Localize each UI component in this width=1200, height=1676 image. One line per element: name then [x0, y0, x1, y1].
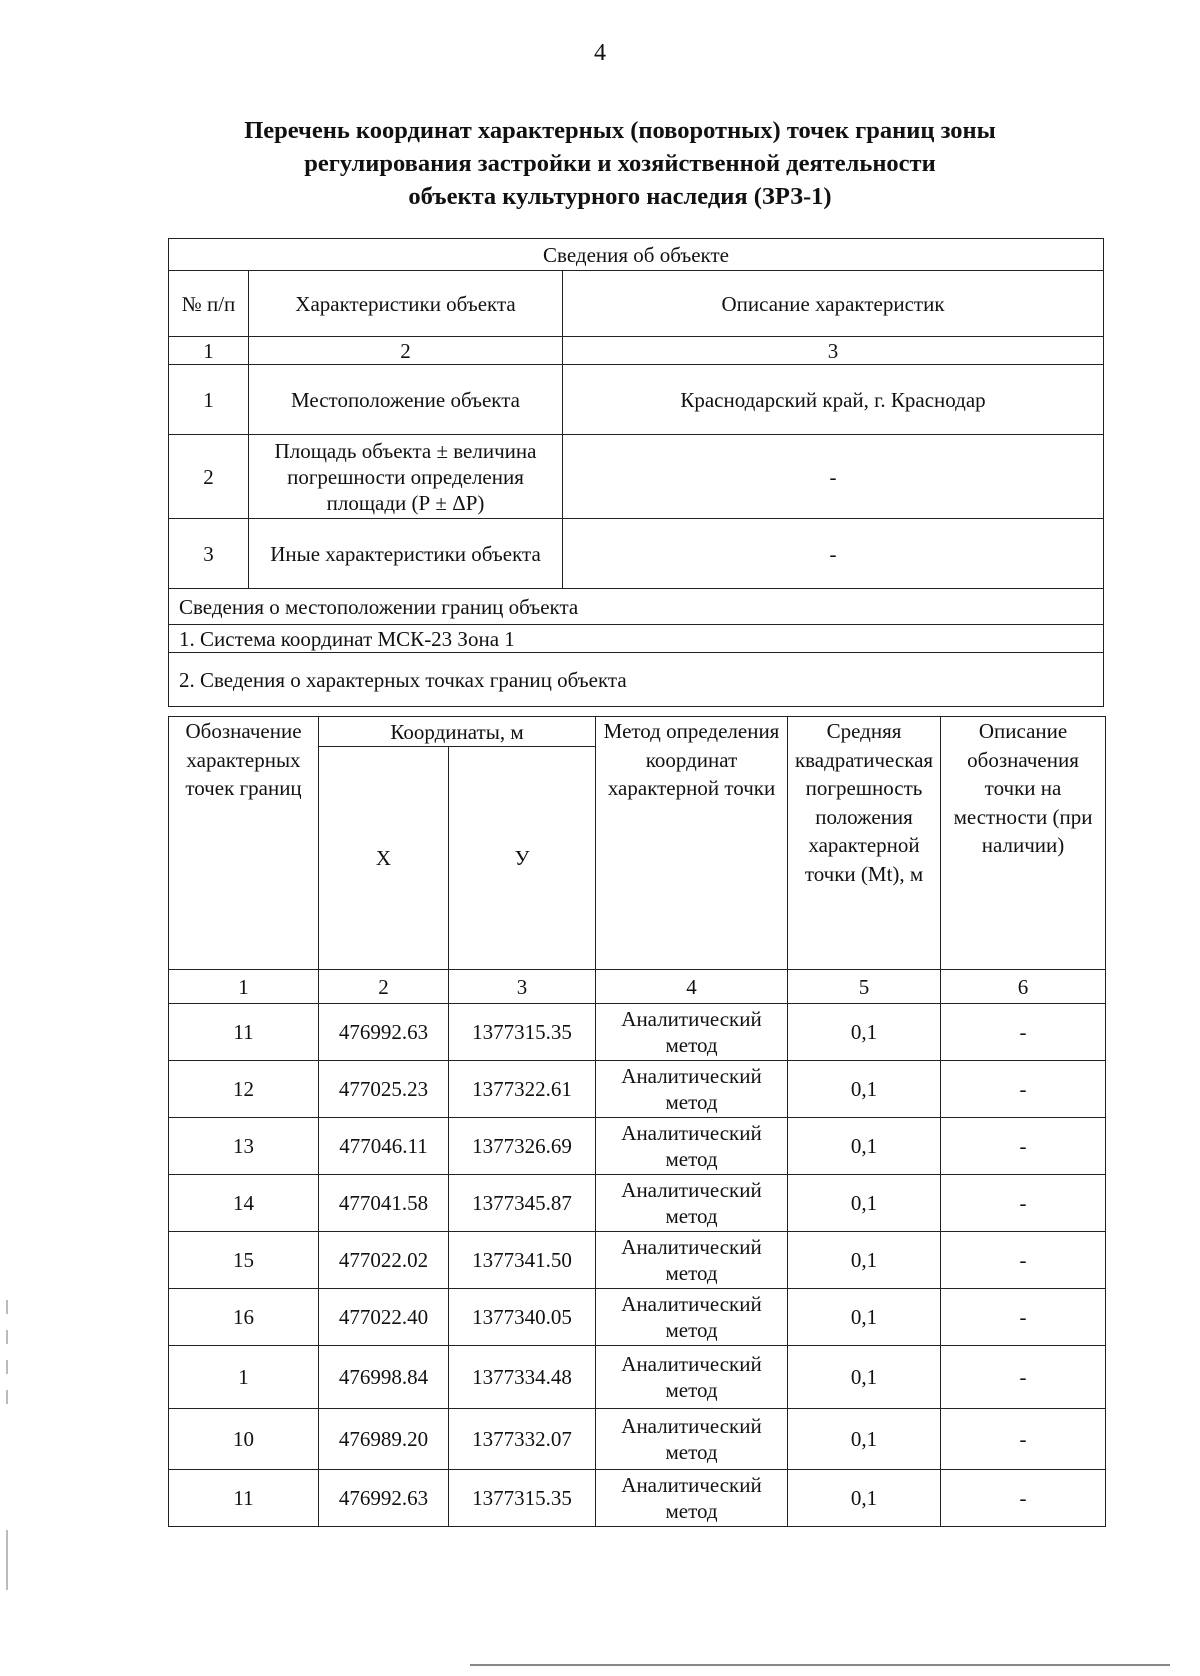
- col-number: 1: [169, 970, 319, 1004]
- row-num: 3: [169, 519, 249, 589]
- point-x: 477041.58: [319, 1175, 449, 1232]
- row-characteristic: Местоположение объекта: [249, 365, 563, 435]
- table-row: [169, 1232, 1106, 1289]
- point-method: Аналитический метод: [596, 1470, 788, 1527]
- title-line-1: Перечень координат характерных (поворотных) точек границ зоны: [244, 117, 996, 144]
- point-error: 0,1: [788, 1409, 941, 1470]
- col-number: 2: [249, 337, 563, 365]
- header-x: X: [319, 747, 449, 970]
- table-row: [169, 1289, 1106, 1346]
- col-number: 3: [449, 970, 596, 1004]
- point-id: 10: [169, 1409, 319, 1470]
- col-number: 2: [319, 970, 449, 1004]
- point-error: 0,1: [788, 1175, 941, 1232]
- point-error: 0,1: [788, 1470, 941, 1527]
- header-description: Описание обозначения точки на местности (при наличии): [941, 717, 1106, 970]
- row-num: 2: [169, 435, 249, 519]
- table-row: [169, 1470, 1106, 1527]
- col-number: 3: [563, 337, 1104, 365]
- point-method: Аналитический метод: [596, 1289, 788, 1346]
- point-description: -: [941, 1470, 1106, 1527]
- title-line-3: объекта культурного наследия (ЗРЗ-1): [408, 183, 832, 210]
- col-number: 5: [788, 970, 941, 1004]
- table-row: [169, 1175, 1106, 1232]
- point-method: Аналитический метод: [596, 1409, 788, 1470]
- point-x: 476998.84: [319, 1346, 449, 1409]
- point-y: 1377345.87: [449, 1175, 596, 1232]
- object-info-table: [168, 238, 1104, 707]
- header-designation: Обозначение характерных точек границ: [169, 717, 319, 970]
- header-y: У: [449, 747, 596, 970]
- point-id: 14: [169, 1175, 319, 1232]
- point-x: 477025.23: [319, 1061, 449, 1118]
- point-y: 1377334.48: [449, 1346, 596, 1409]
- table-row: [169, 435, 1104, 519]
- table-row: [169, 1061, 1106, 1118]
- header-coordinates: Координаты, м: [319, 717, 596, 747]
- point-error: 0,1: [788, 1232, 941, 1289]
- point-x: 477022.40: [319, 1289, 449, 1346]
- point-description: -: [941, 1004, 1106, 1061]
- object-section-header: Сведения об объекте: [169, 239, 1104, 271]
- scan-mark: [6, 1330, 8, 1344]
- col-number: 1: [169, 337, 249, 365]
- point-error: 0,1: [788, 1061, 941, 1118]
- point-x: 477022.02: [319, 1232, 449, 1289]
- row-characteristic: Иные характеристики объекта: [249, 519, 563, 589]
- point-id: 11: [169, 1004, 319, 1061]
- point-error: 0,1: [788, 1004, 941, 1061]
- point-id: 12: [169, 1061, 319, 1118]
- col-number: 6: [941, 970, 1106, 1004]
- table-row: [169, 1409, 1106, 1470]
- points-table: [168, 716, 1106, 1527]
- point-method: Аналитический метод: [596, 1346, 788, 1409]
- col-header-characteristic: Характеристики объекта: [249, 271, 563, 337]
- point-id: 11: [169, 1470, 319, 1527]
- point-y: 1377326.69: [449, 1118, 596, 1175]
- row-characteristic: Площадь объекта ± величина погрешности определения площади (Р ± ΔР): [249, 435, 563, 519]
- point-description: -: [941, 1061, 1106, 1118]
- row-num: 1: [169, 365, 249, 435]
- row-description: -: [563, 519, 1104, 589]
- point-y: 1377332.07: [449, 1409, 596, 1470]
- point-id: 1: [169, 1346, 319, 1409]
- header-method: Метод определения координат характерной точки: [596, 717, 788, 970]
- point-x: 476992.63: [319, 1004, 449, 1061]
- table-row: [169, 1118, 1106, 1175]
- point-y: 1377322.61: [449, 1061, 596, 1118]
- point-error: 0,1: [788, 1346, 941, 1409]
- table-row: [169, 1004, 1106, 1061]
- point-method: Аналитический метод: [596, 1061, 788, 1118]
- point-id: 15: [169, 1232, 319, 1289]
- point-description: -: [941, 1409, 1106, 1470]
- point-y: 1377315.35: [449, 1004, 596, 1061]
- point-id: 13: [169, 1118, 319, 1175]
- point-error: 0,1: [788, 1289, 941, 1346]
- scan-mark: [6, 1530, 8, 1590]
- col-header-description: Описание характеристик: [563, 271, 1104, 337]
- point-method: Аналитический метод: [596, 1118, 788, 1175]
- point-description: -: [941, 1346, 1106, 1409]
- point-error: 0,1: [788, 1118, 941, 1175]
- point-description: -: [941, 1232, 1106, 1289]
- bottom-rule: [470, 1664, 1170, 1666]
- point-id: 16: [169, 1289, 319, 1346]
- point-x: 476992.63: [319, 1470, 449, 1527]
- scan-mark: [6, 1360, 8, 1374]
- scan-mark: [6, 1300, 8, 1314]
- table-row: [169, 365, 1104, 435]
- page-number: 4: [594, 40, 606, 66]
- point-method: Аналитический метод: [596, 1232, 788, 1289]
- title-line-2: регулирования застройки и хозяйственной деятельности: [304, 150, 936, 177]
- point-method: Аналитический метод: [596, 1004, 788, 1061]
- point-y: 1377315.35: [449, 1470, 596, 1527]
- table-row: [169, 519, 1104, 589]
- points-section-header: 2. Сведения о характерных точках границ объекта: [169, 653, 1104, 707]
- point-x: 477046.11: [319, 1118, 449, 1175]
- location-section-header: Сведения о местоположении границ объекта: [169, 589, 1104, 625]
- point-description: -: [941, 1118, 1106, 1175]
- coordinate-system: 1. Система координат МСК-23 Зона 1: [169, 625, 1104, 653]
- document-title: [170, 114, 1070, 213]
- point-y: 1377341.50: [449, 1232, 596, 1289]
- point-y: 1377340.05: [449, 1289, 596, 1346]
- row-description: -: [563, 435, 1104, 519]
- point-x: 476989.20: [319, 1409, 449, 1470]
- header-error: Средняя квадратическая погрешность положения характерной точки (Мt), м: [788, 717, 941, 970]
- table-row: [169, 1346, 1106, 1409]
- row-description: Краснодарский край, г. Краснодар: [563, 365, 1104, 435]
- point-description: -: [941, 1175, 1106, 1232]
- scan-mark: [6, 1390, 8, 1404]
- point-description: -: [941, 1289, 1106, 1346]
- col-header-num: № п/п: [169, 271, 249, 337]
- point-method: Аналитический метод: [596, 1175, 788, 1232]
- col-number: 4: [596, 970, 788, 1004]
